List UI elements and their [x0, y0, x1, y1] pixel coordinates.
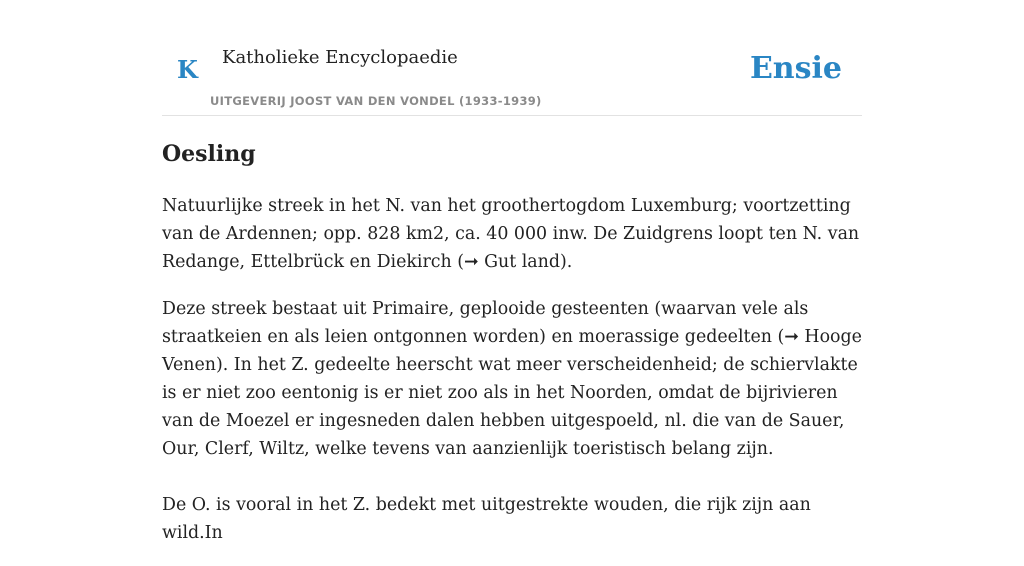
brand-logo-link[interactable]: Ensie [749, 51, 842, 86]
article-paragraph: Natuurlijke streek in het N. van het groothertogdom Luxemburg; voortzetting van de Ardennen; opp. 828 km2, ca. 40 000 inw. De Zuidgrens loopt ten N. van Redange, Ettelbrück en Diekirch (➞ Gut land). [162, 196, 860, 272]
page-container [162, 0, 862, 543]
site-logo-icon[interactable]: K [177, 55, 198, 84]
publisher-subtitle: UITGEVERIJ JOOST VAN DEN VONDEL (1933-1939) [210, 94, 542, 108]
site-header [162, 0, 862, 116]
site-title[interactable]: Katholieke Encyclopaedie [222, 47, 458, 68]
article-paragraph: De O. is vooral in het Z. bedekt met uitgestrekte wouden, die rijk zijn aan wild.In [162, 495, 811, 543]
article-paragraph: Deze streek bestaat uit Primaire, geplooide gesteenten (waarvan vele als straatkeien en als leien ontgonnen worden) en moerassige gedeelten (➞ Hooge Venen). In het Z. gedeelte heerscht wat meer verscheidenheid; de schiervlakte is er niet zoo eentonig is er niet zoo als in het Noorden, omdat de bijrivieren van de Moezel er ingesneden dalen hebben uitgespoeld, nl. die van de Sauer, Our, Clerf, Wiltz, welke tevens van aanzienlijk toeristisch belang zijn. [162, 299, 862, 459]
article-body [162, 192, 862, 566]
article-title: Oesling [162, 141, 256, 167]
